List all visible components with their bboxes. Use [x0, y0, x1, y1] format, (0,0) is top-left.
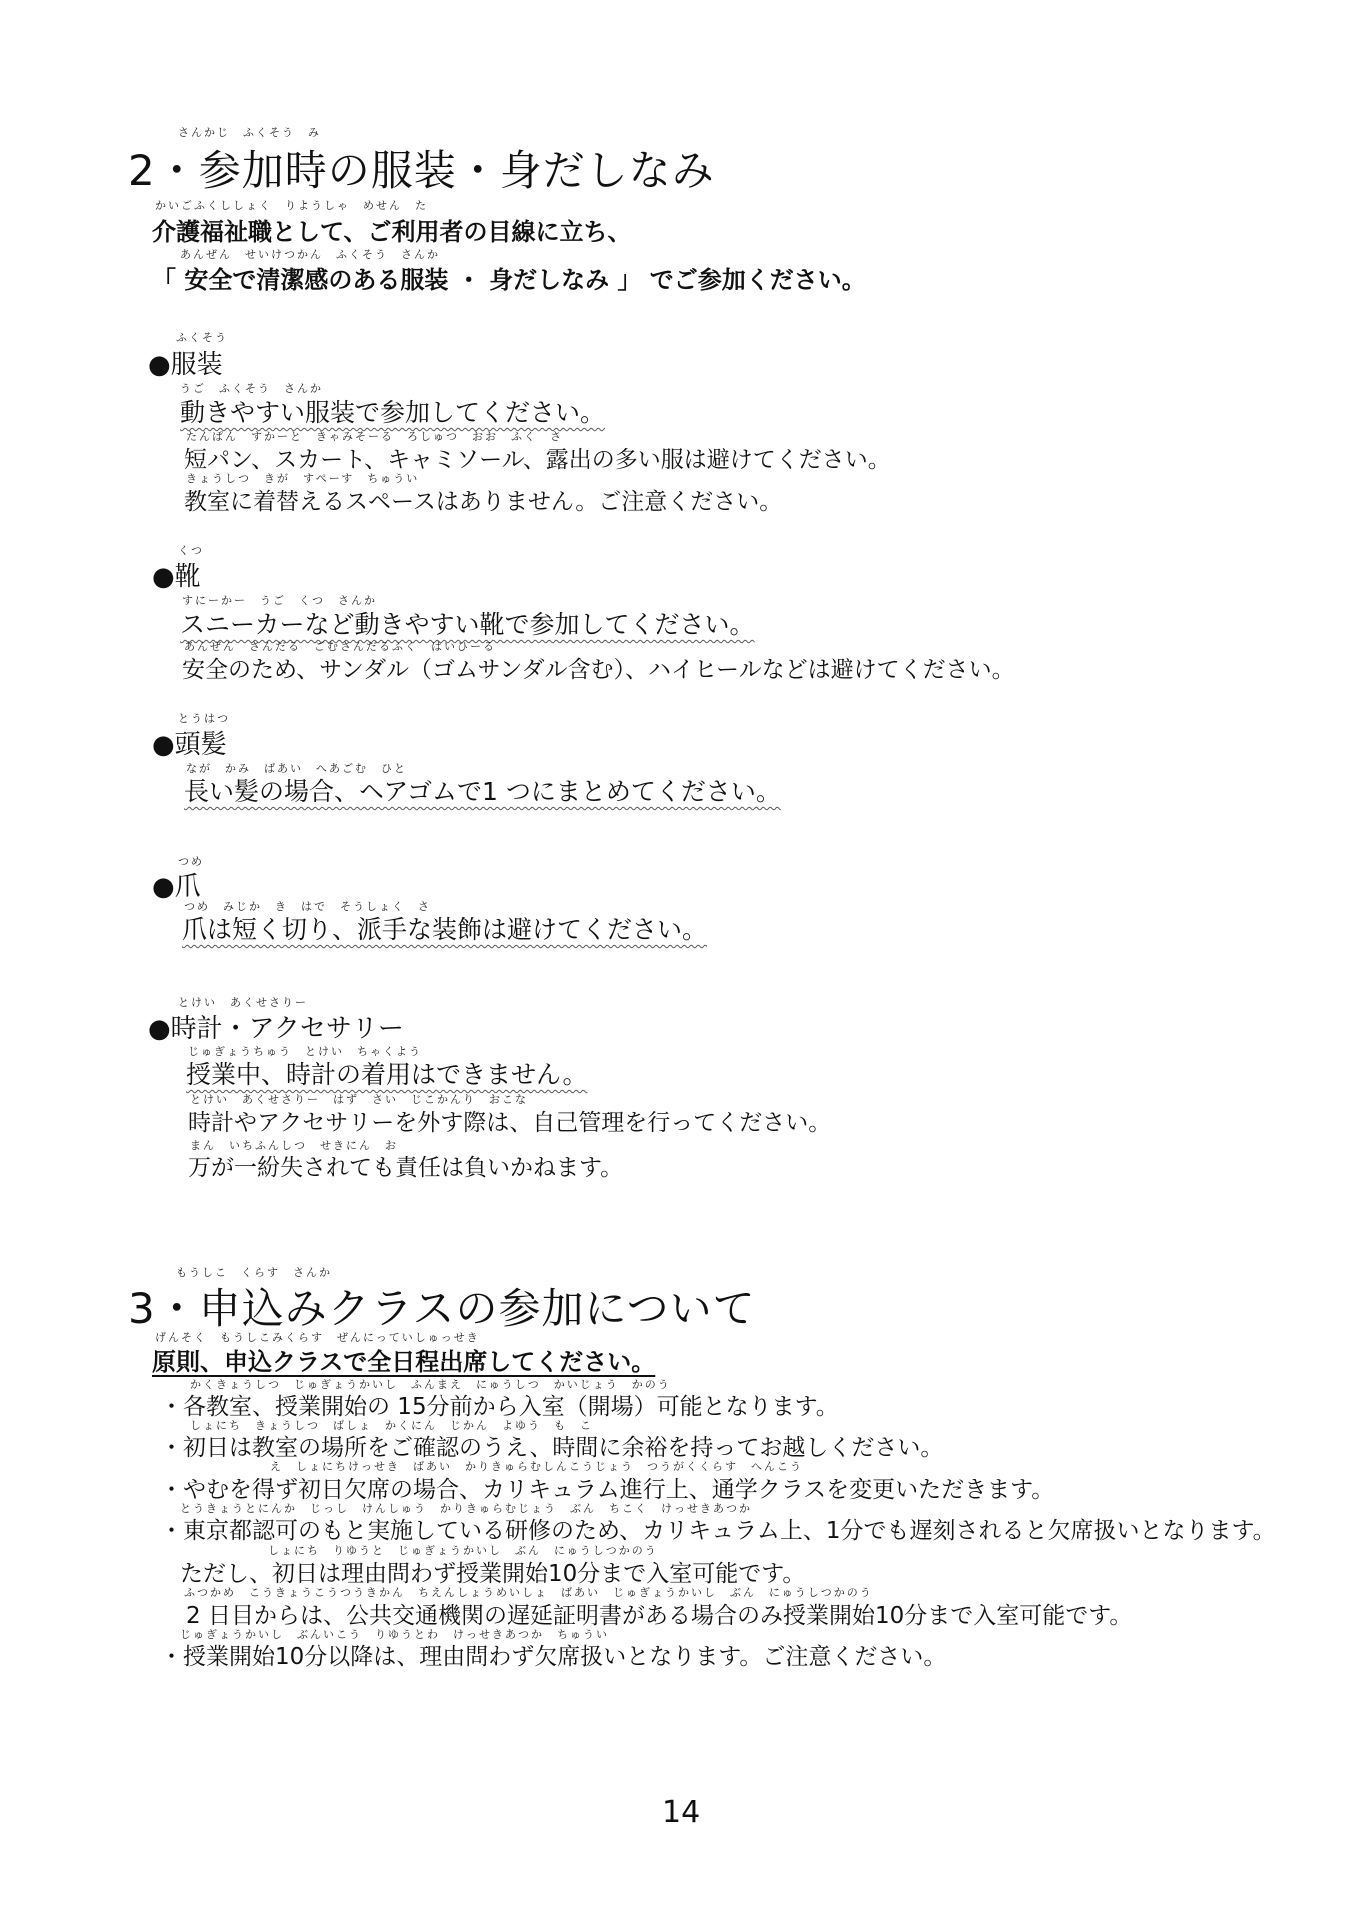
- rule-7-ruby: じゅぎょうかいし ぶんいこう りゆうとわ けっせきあつか ちゅうい: [180, 1628, 609, 1641]
- rule-2-ruby: しょにち きょうしつ ばしょ かくにん じかん よゆう も こ: [190, 1419, 593, 1432]
- shoes-main: スニーカーなど動きやすい靴で参加してください。: [180, 610, 755, 639]
- shoes-title-ruby: くつ: [178, 544, 204, 557]
- lead-line-2: 「 安全で清潔感のある服装 ・ 身だしなみ 」 でご参加ください。: [152, 266, 866, 294]
- nails-title-ruby: つめ: [178, 855, 204, 868]
- rule-3-ruby: え しょにちけっせき ばあい かりきゅらむしんこうじょう つうがくくらす へんこう: [270, 1460, 803, 1473]
- accessories-title: ●時計・アクセサリー: [148, 1014, 404, 1044]
- rule-3: ・やむを得ず初日欠席の場合、カリキュラム進行上、通学クラスを変更いただきます。: [160, 1477, 1055, 1503]
- accessories-note-1: 時計やアクセサリーを外す際は、自己管理を行ってください。: [188, 1110, 832, 1136]
- shoes-note-1-ruby: あんぜん さんだる ごむさんだるふく はいひーる: [184, 640, 496, 653]
- nails-title: ●爪: [152, 872, 201, 902]
- rule-7: ・授業開始10分以降は、理由問わず欠席扱いとなります。ご注意ください。: [160, 1644, 947, 1670]
- rule-5-ruby: しょにち りゆうと じゅぎょうかいし ぶん にゅうしつかのう: [268, 1544, 658, 1557]
- section2-heading-ruby: さんかじ ふくそう み: [178, 126, 321, 139]
- section2-heading: 2・参加時の服装・身だしなみ: [128, 146, 715, 195]
- lead2-ruby: あんぜん せいけつかん ふくそう さんか: [180, 248, 440, 261]
- hair-main-ruby: なが かみ ばあい へあごむ ひと: [186, 762, 407, 775]
- accessories-note-1-ruby: とけい あくせさりー はず さい じこかんり おこな: [190, 1093, 528, 1106]
- hair-main: 長い髪の場合、ヘアゴムで1 つにまとめてください。: [184, 777, 781, 806]
- accessories-title-ruby: とけい あくせさりー: [178, 996, 308, 1009]
- clothes-note-1: 短パン、スカート、キャミソール、露出の多い服は避けてください。: [184, 447, 891, 473]
- principle-text: 原則、申込クラスで全日程出席してください。: [152, 1348, 656, 1376]
- rule-6-ruby: ふつかめ こうきょうこうつうきかん ちえんしょうめいしょ ばあい じゅぎょうかいし ぶん にゅうしつかのう: [184, 1586, 873, 1599]
- lead1-ruby: かいごふくししょく りようしゃ めせん た: [155, 199, 428, 212]
- clothes-main: 動きやすい服装で参加してください。: [180, 398, 606, 427]
- accessories-main: 授業中、時計の着用はできません。: [186, 1060, 588, 1089]
- shoes-title: ●靴: [152, 562, 201, 592]
- lead-line-1: 介護福祉職として、ご利用者の目線に立ち、: [152, 218, 632, 246]
- principle-ruby: げんそく もうしこみくらす ぜんにっていしゅっせき: [155, 1331, 480, 1344]
- accessories-main-ruby: じゅぎょうちゅう とけい ちゃくよう: [188, 1045, 422, 1058]
- section3-heading-ruby: もうしこ くらす さんか: [176, 1266, 332, 1279]
- rule-1: ・各教室、授業開始の 15分前から入室（開場）可能となります。: [160, 1394, 839, 1420]
- rule-5: ただし、初日は理由問わず授業開始10分まで入室可能です。: [180, 1561, 806, 1587]
- clothes-title-ruby: ふくそう: [176, 331, 228, 344]
- shoes-main-ruby: すにーかー うご くつ さんか: [182, 594, 377, 607]
- section3-heading: 3・申込みクラスの参加について: [128, 1284, 756, 1333]
- page-number: 14: [662, 1795, 701, 1830]
- clothes-note-1-ruby: たんぱん すかーと きゃみそーる ろしゅつ おお ふく さ: [186, 430, 563, 443]
- rule-2: ・初日は教室の場所をご確認のうえ、時間に余裕を持ってお越しください。: [160, 1435, 944, 1461]
- hair-title-ruby: とうはつ: [178, 712, 230, 725]
- rule-4-ruby: とうきょうとにんか じっし けんしゅう かりきゅらむじょう ぶん ちこく けっせきあつか: [180, 1502, 752, 1515]
- clothes-main-ruby: うご ふくそう さんか: [180, 382, 323, 395]
- clothes-note-2-ruby: きょうしつ きが すぺーす ちゅうい: [186, 472, 420, 485]
- clothes-title: ●服装: [148, 350, 223, 380]
- accessories-note-2-ruby: まん いちふんしつ せきにん お: [190, 1139, 398, 1152]
- nails-main-ruby: つめ みじか き はで そうしょく さ: [184, 900, 431, 913]
- rule-6-text: 2 日目からは、公共交通機関の遅延証明書がある場合のみ授業開始10分まで入室可能です。: [186, 1603, 1133, 1629]
- hair-title: ●頭髪: [152, 730, 227, 760]
- rule-4: ・東京都認可のもと実施している研修のため、カリキュラム上、1分でも遅刻されると欠席扱いとなります。: [160, 1518, 1276, 1544]
- shoes-note-1: 安全のため、サンダル（ゴムサンダル含む）、ハイヒールなどは避けてください。: [182, 657, 1015, 683]
- clothes-note-2: 教室に着替えるスペースはありません。ご注意ください。: [184, 489, 783, 515]
- nails-main: 爪は短く切り、派手な装飾は避けてください。: [182, 915, 708, 944]
- rule-1-ruby: かくきょうしつ じゅぎょうかいし ふんまえ にゅうしつ かいじょう かのう: [190, 1378, 671, 1391]
- accessories-note-2: 万が一紛失されても責任は負いかねます。: [188, 1155, 624, 1181]
